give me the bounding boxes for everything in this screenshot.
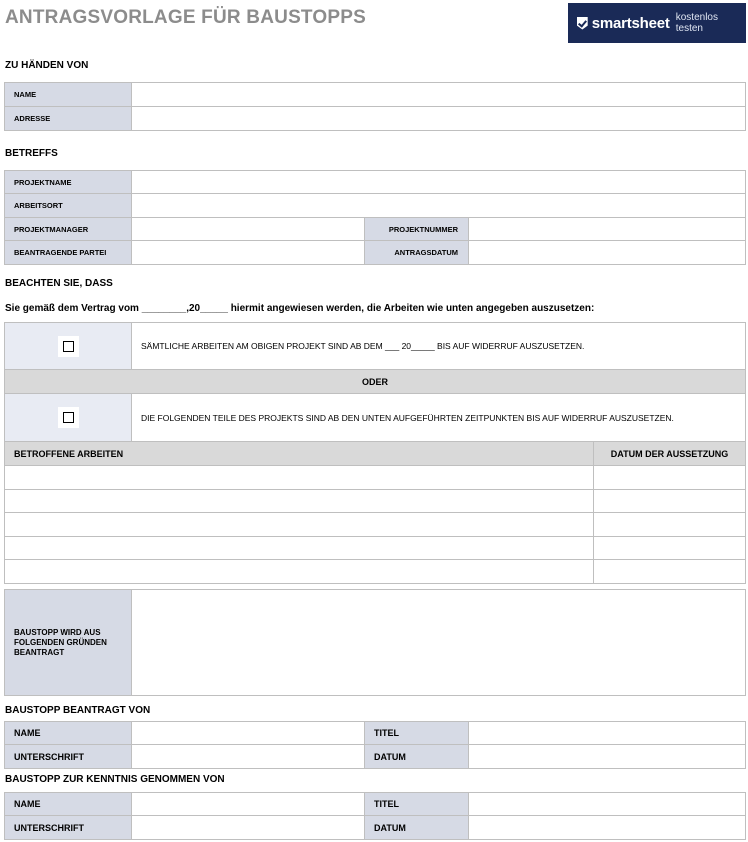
project-manager-label: PROJEKTMANAGER — [5, 218, 132, 241]
acknowledger-date-label: DATUM — [365, 816, 469, 840]
attention-table — [4, 82, 746, 131]
acknowledger-date-field[interactable] — [469, 816, 746, 840]
smartsheet-logo-button[interactable] — [568, 3, 746, 43]
requested-by-table — [4, 721, 746, 769]
acknowledged-by-heading: BAUSTOPP ZUR KENNTNIS GENOMMEN VON — [5, 774, 225, 785]
table-row — [5, 560, 746, 584]
table-row — [5, 513, 746, 537]
suspension-options-table — [4, 322, 746, 442]
attention-name-field[interactable] — [132, 83, 746, 107]
affected-work-table — [4, 441, 746, 584]
acknowledger-signature-label: UNTERSCHRIFT — [5, 816, 132, 840]
notice-heading: BEACHTEN SIE, DASS — [5, 278, 113, 289]
reason-field[interactable] — [132, 590, 746, 696]
affected-work-cell[interactable] — [5, 466, 594, 490]
table-row — [5, 466, 746, 490]
requester-name-field[interactable] — [132, 722, 365, 745]
request-date-field[interactable] — [469, 241, 746, 265]
work-location-label: ARBEITSORT — [5, 194, 132, 218]
suspension-date-cell[interactable] — [594, 513, 746, 537]
table-row — [5, 490, 746, 513]
acknowledged-by-table — [4, 792, 746, 840]
option-partial-checkbox[interactable] — [58, 407, 79, 428]
acknowledger-title-label: TITEL — [365, 793, 469, 816]
affected-work-header: BETROFFENE ARBEITEN — [5, 442, 594, 466]
requesting-party-field[interactable] — [132, 241, 365, 265]
affected-work-cell[interactable] — [5, 513, 594, 537]
suspension-date-cell[interactable] — [594, 490, 746, 513]
project-number-field[interactable] — [469, 218, 746, 241]
page-title: ANTRAGSVORLAGE FÜR BAUSTOPPS — [5, 7, 366, 28]
acknowledger-title-field[interactable] — [469, 793, 746, 816]
affected-work-cell[interactable] — [5, 490, 594, 513]
logo-tagline: kostenlos testen — [675, 12, 718, 34]
address-label: ADRESSE — [5, 107, 132, 131]
subject-heading: BETREFFS — [5, 148, 58, 159]
requester-title-label: TITEL — [365, 722, 469, 745]
requester-name-label: NAME — [5, 722, 132, 745]
affected-work-cell[interactable] — [5, 537, 594, 560]
project-manager-field[interactable] — [132, 218, 365, 241]
suspension-date-cell[interactable] — [594, 537, 746, 560]
acknowledger-signature-field[interactable] — [132, 816, 365, 840]
reason-table — [4, 589, 746, 696]
requester-signature-label: UNTERSCHRIFT — [5, 745, 132, 769]
suspension-date-cell[interactable] — [594, 466, 746, 490]
requester-date-label: DATUM — [365, 745, 469, 769]
requesting-party-label: BEANTRAGENDE PARTEI — [5, 241, 132, 265]
option-all-cell — [5, 323, 132, 370]
acknowledger-name-label: NAME — [5, 793, 132, 816]
attention-address-field[interactable] — [132, 107, 746, 131]
reason-label: BAUSTOPP WIRD AUS FOLGENDEN GRÜNDEN BEANTRAGT — [5, 590, 132, 696]
notice-sentence: Sie gemäß dem Vertrag vom ________,20_____ hiermit angewiesen werden, die Arbeiten wie unten angegeben auszusetzen: — [5, 303, 595, 314]
requester-signature-field[interactable] — [132, 745, 365, 769]
option-partial-text: DIE FOLGENDEN TEILE DES PROJEKTS SIND AB DEN UNTEN AUFGEFÜHRTEN ZEITPUNKTEN BIS AUF WIDERRUF AUSZUSETZEN. — [132, 394, 746, 442]
logo-brand: smartsheet — [591, 14, 670, 32]
requester-title-field[interactable] — [469, 722, 746, 745]
or-divider: ODER — [5, 370, 746, 394]
requested-by-heading: BAUSTOPP BEANTRAGT VON — [5, 705, 151, 716]
attention-heading: ZU HÄNDEN VON — [5, 60, 89, 71]
table-row — [5, 537, 746, 560]
acknowledger-name-field[interactable] — [132, 793, 365, 816]
suspension-date-cell[interactable] — [594, 560, 746, 584]
project-name-label: PROJEKTNAME — [5, 171, 132, 194]
project-number-label: PROJEKTNUMMER — [365, 218, 469, 241]
work-location-field[interactable] — [132, 194, 746, 218]
request-date-label: ANTRAGSDATUM — [365, 241, 469, 265]
project-name-field[interactable] — [132, 171, 746, 194]
option-all-text: SÄMTLICHE ARBEITEN AM OBIGEN PROJEKT SIND AB DEM ___ 20_____ BIS AUF WIDERRUF AUSZUSETZEN. — [132, 323, 746, 370]
option-partial-cell — [5, 394, 132, 442]
affected-work-cell[interactable] — [5, 560, 594, 584]
option-all-checkbox[interactable] — [58, 336, 79, 357]
requester-date-field[interactable] — [469, 745, 746, 769]
suspension-date-header: DATUM DER AUSSETZUNG — [594, 442, 746, 466]
name-label: NAME — [5, 83, 132, 107]
smartsheet-check-icon — [577, 17, 588, 30]
subject-table — [4, 170, 746, 265]
